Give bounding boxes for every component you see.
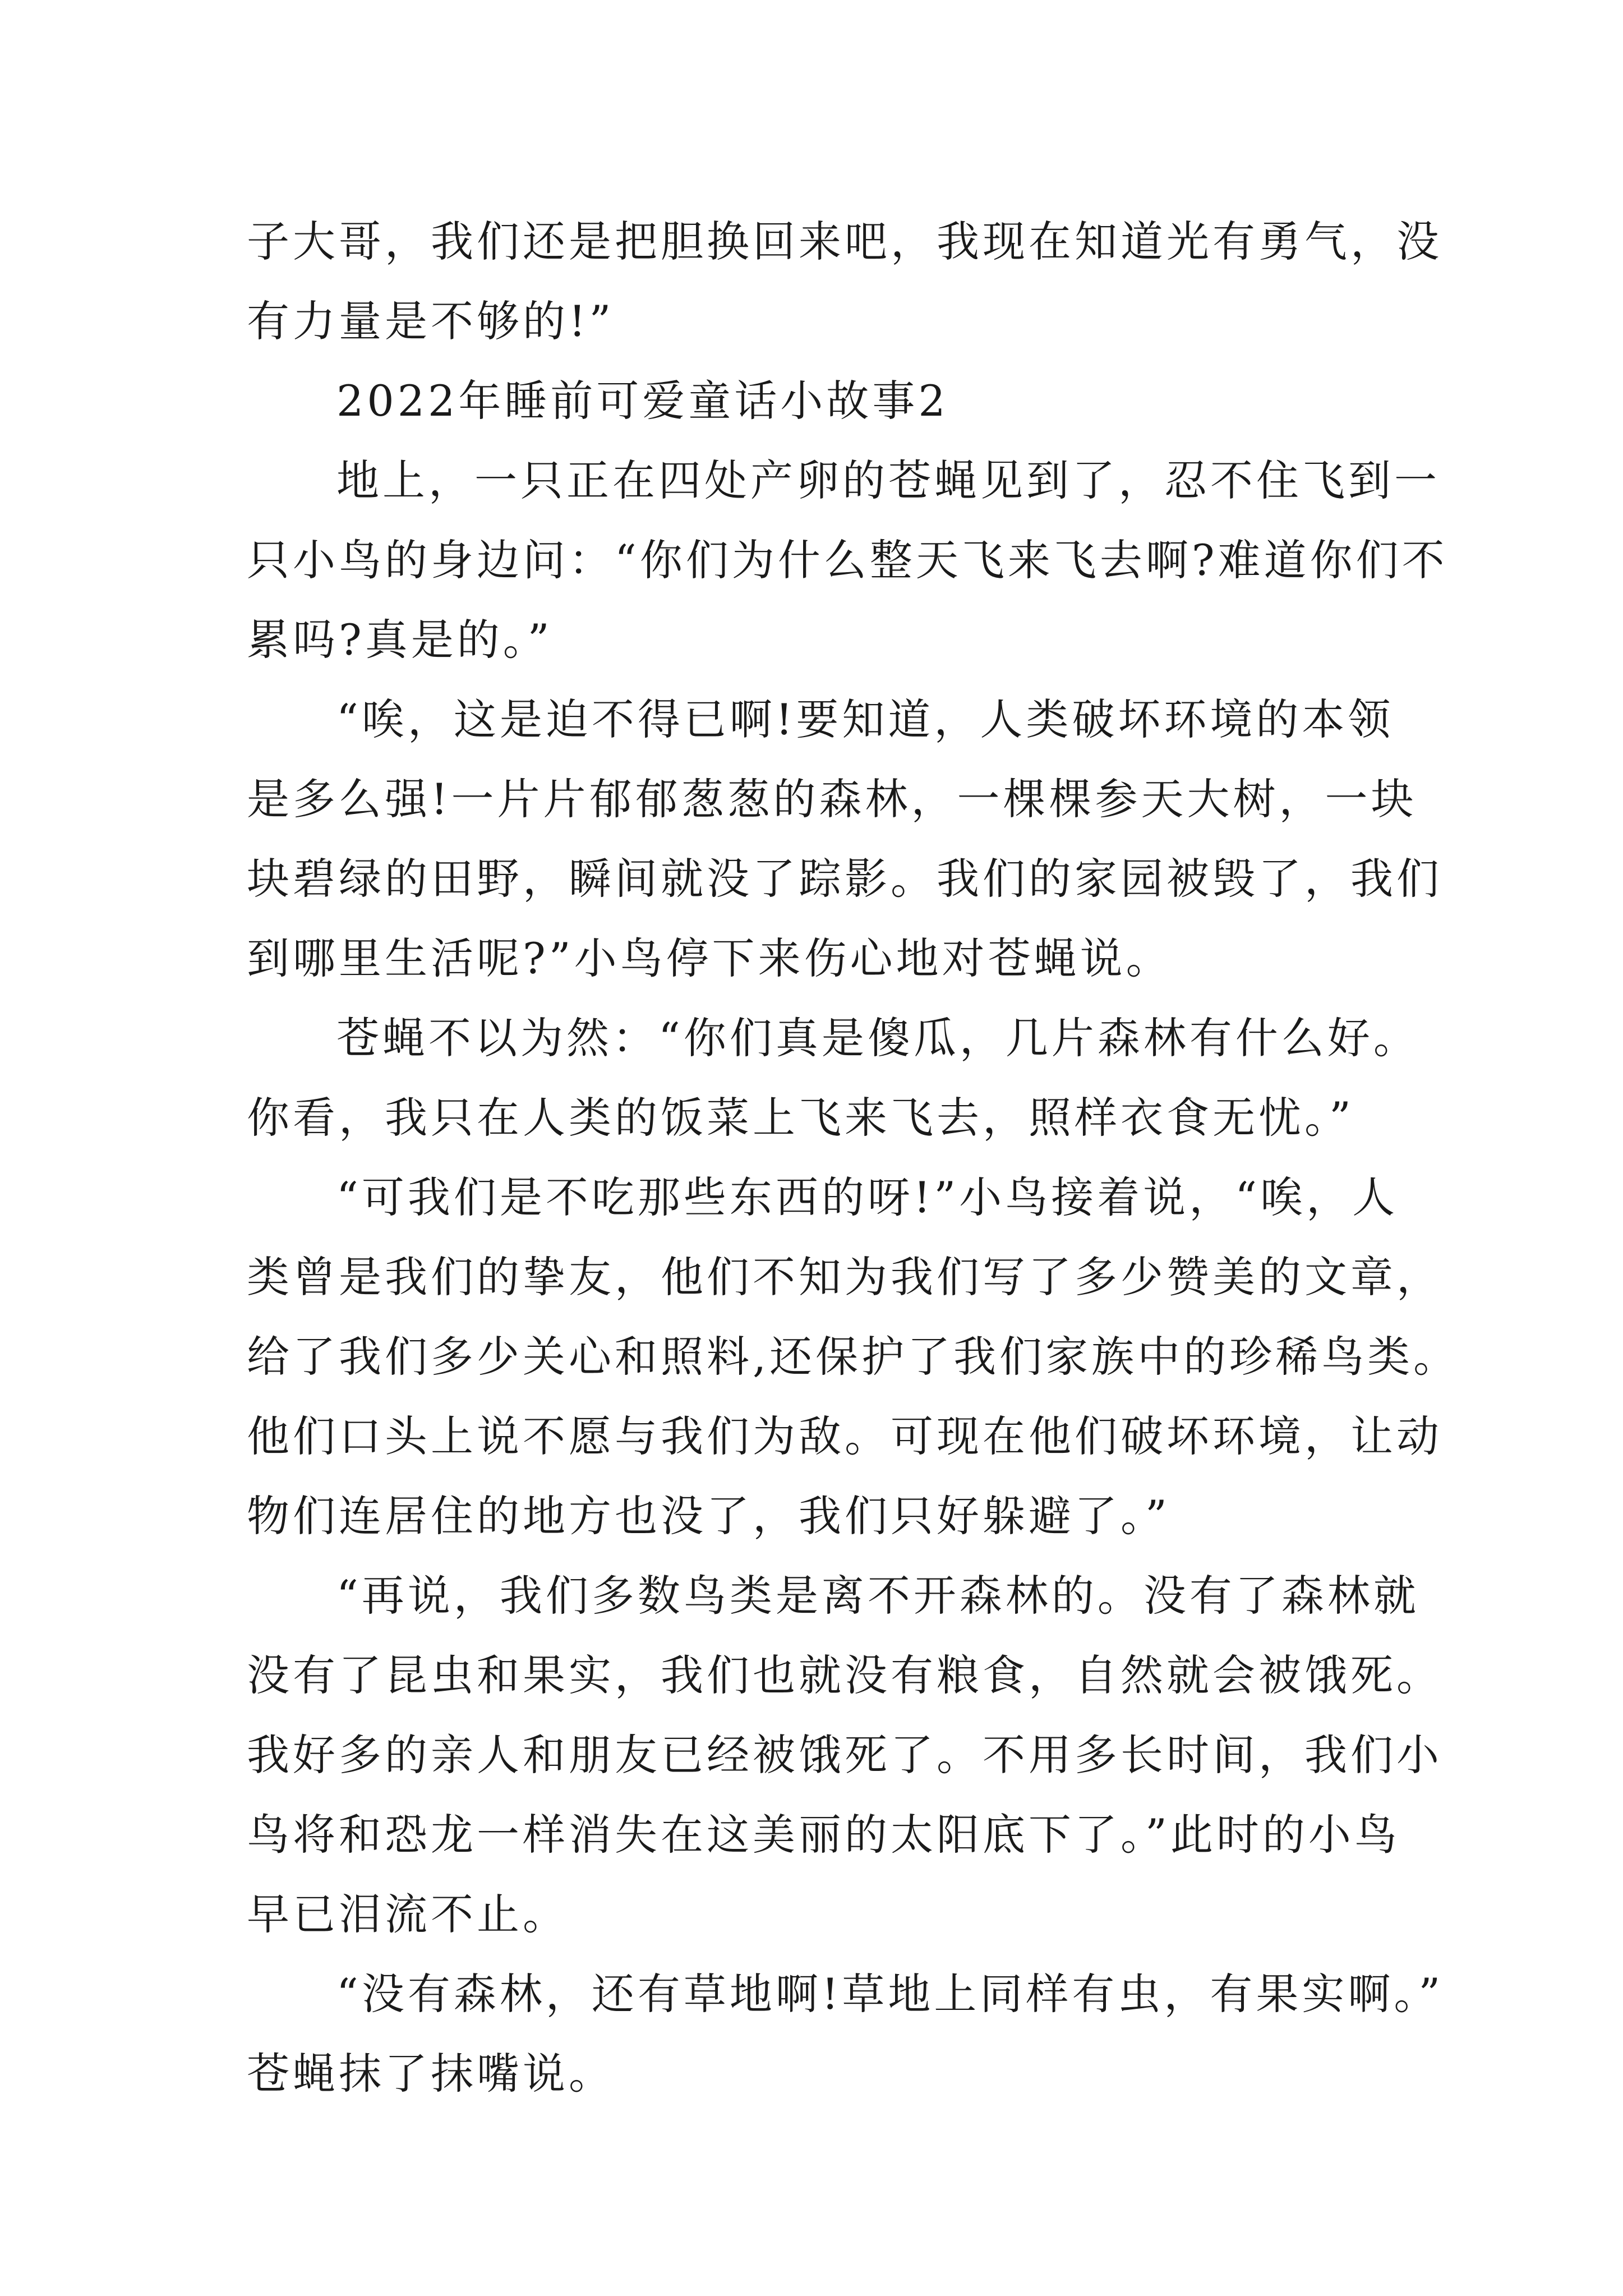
text-line: 地上，一只正在四处产卵的苍蝇见到了，忍不住飞到一 bbox=[336, 455, 1440, 505]
text-line: 块碧绿的田野，瞬间就没了踪影。我们的家园被毁了，我们 bbox=[247, 854, 1442, 904]
text-line: 子大哥，我们还是把胆换回来吧，我现在知道光有勇气，没 bbox=[247, 217, 1442, 266]
text-line: “唉，这是迫不得已啊!要知道，人类破坏环境的本领 bbox=[336, 694, 1394, 744]
text-line: 类曾是我们的挚友，他们不知为我们写了多少赞美的文章， bbox=[247, 1252, 1442, 1302]
text-line: 早已泪流不止。 bbox=[247, 1889, 569, 1939]
text-line: “没有森林，还有草地啊!草地上同样有虫，有果实啊。” bbox=[336, 1969, 1444, 2019]
text-line: 苍蝇不以为然：“你们真是傻瓜，几片森林有什么好。 bbox=[336, 1013, 1419, 1063]
text-line: 鸟将和恐龙一样消失在这美丽的太阳底下了。”此时的小鸟 bbox=[247, 1810, 1400, 1860]
text-line: 苍蝇抹了抹嘴说。 bbox=[247, 2049, 615, 2099]
text-line: 只小鸟的身边问：“你们为什么整天飞来飞去啊?难道你们不 bbox=[247, 535, 1448, 585]
text-line: 没有了昆虫和果实，我们也就没有粮食，自然就会被饿死。 bbox=[247, 1650, 1442, 1700]
text-line: 物们连居住的地方也没了，我们只好躲避了。” bbox=[247, 1491, 1170, 1541]
text-line: 到哪里生活呢?”小鸟停下来伤心地对苍蝇说。 bbox=[247, 933, 1172, 983]
text-line: 我好多的亲人和朋友已经被饿死了。不用多长时间，我们小 bbox=[247, 1730, 1442, 1780]
story-heading: 2022年睡前可爱童话小故事2 bbox=[336, 376, 949, 426]
text-line: 有力量是不够的!” bbox=[247, 296, 615, 346]
text-line: “可我们是不吃那些东西的呀!”小鸟接着说，“唉，人 bbox=[336, 1172, 1399, 1222]
text-line: 他们口头上说不愿与我们为敌。可现在他们破坏环境，让动 bbox=[247, 1411, 1442, 1461]
text-line: “再说，我们多数鸟类是离不开森林的。没有了森林就 bbox=[336, 1571, 1419, 1621]
text-line: 你看，我只在人类的饭菜上飞来飞去，照样衣食无忧。” bbox=[247, 1093, 1354, 1143]
text-line: 给了我们多少关心和照料,还保护了我们家族中的珍稀鸟类。 bbox=[247, 1332, 1460, 1382]
text-line: 是多么强!一片片郁郁葱葱的森林，一棵棵参天大树，一块 bbox=[247, 774, 1417, 824]
story-text bbox=[247, 202, 1460, 2114]
text-line: 累吗?真是的。” bbox=[247, 615, 553, 665]
